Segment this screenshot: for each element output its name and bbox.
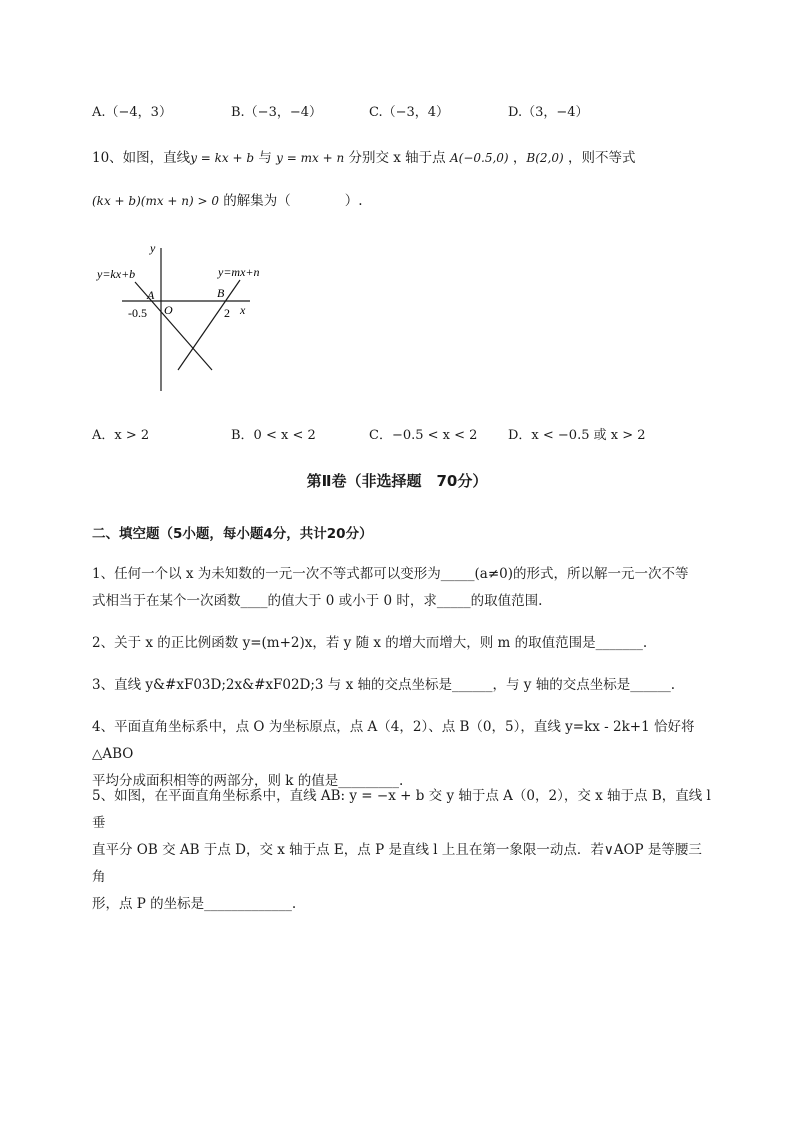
fill-q3-text: 3、直线 y&#xF03D;2x&#xF02D;3 与 x 轴的交点坐标是______，与 y 轴的交点坐标是______.	[92, 677, 676, 693]
q10-option-d: D．x < −0.5 或 x > 2	[508, 428, 646, 443]
fill-q5-line1: 5、如图，在平面直角坐标系中，直线 AB: y = −x + b 交 y 轴于点 A（0，2），交 x 轴于点 B，直线 l 垂	[92, 788, 711, 831]
q9-option-b: B.（−3，−4）	[231, 105, 323, 120]
q10-tail: ，则不等式	[563, 150, 636, 166]
q10-number: 10、如图，直线	[92, 150, 191, 166]
label-line2: y=mx+n	[218, 265, 260, 279]
tick-neg-half: -0.5	[128, 306, 147, 320]
fill-q1-line2: 式相当于在某个一次函数____的值大于 0 或小于 0 时，求_____的取值范围.	[92, 593, 543, 609]
tick-two: 2	[224, 306, 230, 320]
q9-option-c: C.（−3，4）	[369, 105, 450, 120]
label-point-b: B	[217, 286, 225, 300]
q10-statement-line2	[92, 191, 363, 211]
line-mx-plus-n	[178, 280, 240, 370]
q10-option-b: B．0 < x < 2	[231, 428, 316, 443]
part2-title: 第Ⅱ卷（非选择题 70分）	[306, 472, 488, 490]
fill-q5-line3: 形，点 P 的坐标是_____________.	[92, 896, 297, 912]
q10-and: 与	[254, 150, 277, 166]
q10-point-a: A(−0.5,0)	[449, 151, 509, 165]
y-axis-label: y	[150, 241, 156, 255]
q10-option-a: A．x > 2	[92, 428, 150, 443]
q10-option-c: C．−0.5 < x < 2	[369, 428, 478, 443]
fill-q2-text: 2、关于 x 的正比例函数 y=(m+2)x，若 y 随 x 的增大而增大，则 m 的取值范围是_______.	[92, 635, 648, 651]
q9-option-d: D.（3，−4）	[508, 105, 589, 120]
fill-q4-line2: 平均分成面积相等的两部分，则 k 的值是_________.	[92, 773, 404, 789]
q10-mid: 分别交 x 轴于点	[344, 150, 450, 166]
q10-tail2: 的解集为（ ）.	[219, 193, 363, 209]
q10-line1-eq: y = kx + b	[190, 151, 255, 165]
label-point-a: A	[147, 288, 155, 302]
label-origin: O	[164, 303, 173, 317]
q10-line2-eq: y = mx + n	[276, 151, 345, 165]
q10-graph	[92, 238, 282, 398]
q10-sep: ，	[508, 150, 527, 166]
fill-q1-line1: 1、任何一个以 x 为未知数的一元一次不等式都可以变形为_____(a≠0)的形式，所以解一元一次不等	[92, 566, 689, 582]
fill-question-3	[92, 672, 714, 699]
q10-point-b: B(2,0)	[526, 151, 564, 165]
fill-question-5	[92, 783, 714, 918]
fill-blank-section-heading: 二、填空题（5小题，每小题4分，共计20分）	[92, 526, 373, 542]
fill-question-1	[92, 561, 714, 615]
q10-inequality: (kx + b)(mx + n) > 0	[92, 194, 220, 208]
fill-q4-line1: 4、平面直角坐标系中，点 O 为坐标原点，点 A（4，2）、点 B（0，5），直线 y=kx - 2k+1 恰好将△ABO	[92, 719, 695, 762]
label-line1: y=kx+b	[97, 267, 136, 281]
fill-q5-line2: 直平分 OB 交 AB 于点 D，交 x 轴于点 E，点 P 是直线 l 上且在第一象限一动点．若∨AOP 是等腰三角	[92, 842, 702, 885]
q10-statement-line1	[92, 148, 635, 168]
fill-question-2	[92, 630, 714, 657]
x-axis-label: x	[240, 303, 246, 317]
q9-option-a: A.（−4，3）	[92, 105, 172, 120]
